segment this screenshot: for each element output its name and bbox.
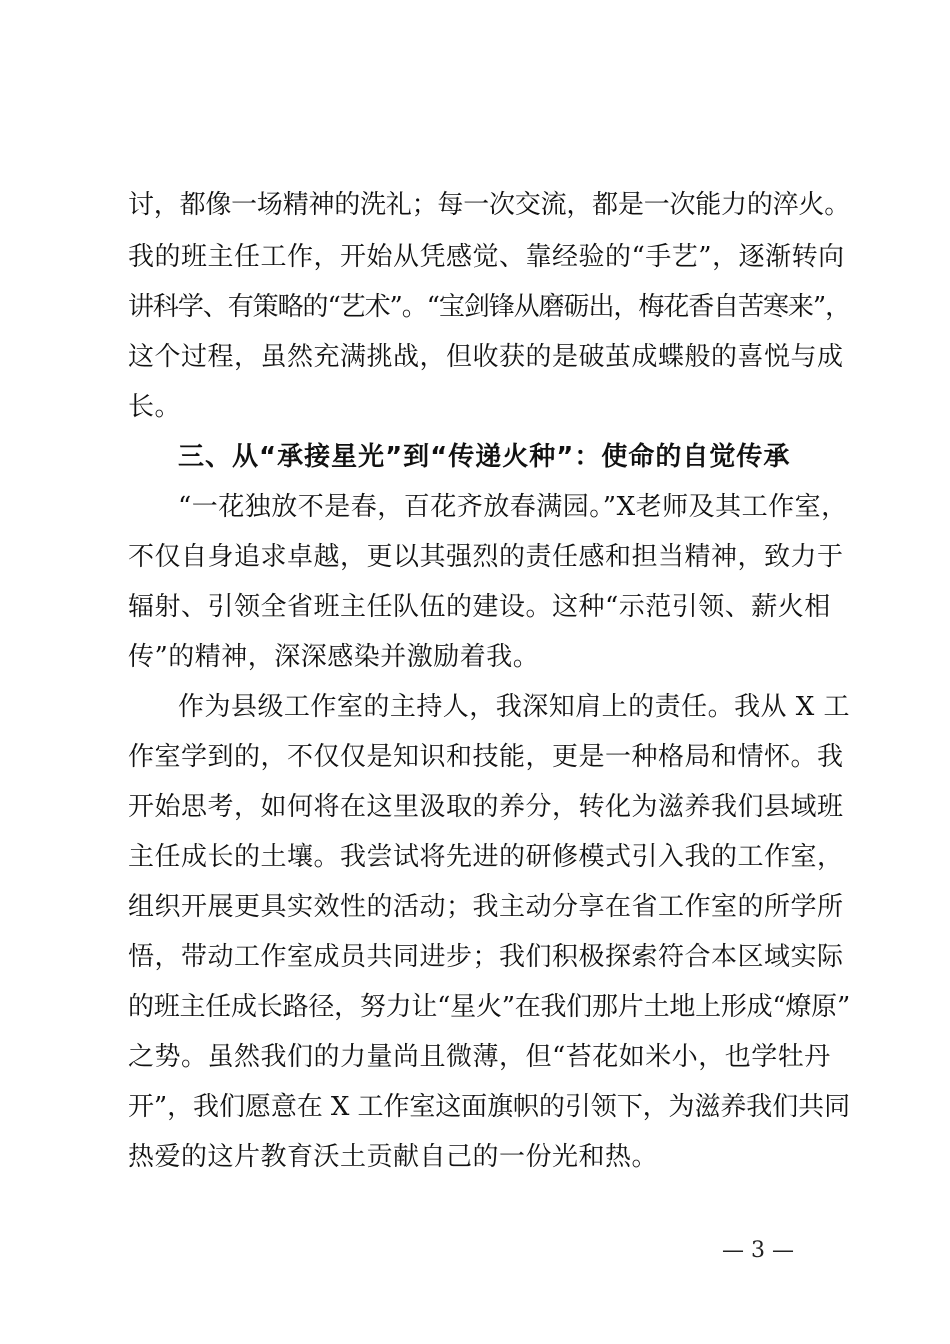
paragraph-1-line-5: 长。 <box>128 392 182 422</box>
paragraph-2-line-3: 辐射、引领全省班主任队伍的建设。这种“示范引领、薪火相 <box>128 592 831 622</box>
paragraph-3-line-8: 之势。虽然我们的力量尚且微薄，但“苔花如米小，也学牡丹 <box>128 1042 831 1072</box>
paragraph-3-line-10: 热爱的这片教育沃土贡献自己的一份光和热。 <box>128 1142 659 1172</box>
paragraph-3-line-4: 主任成长的土壤。我尝试将先进的研修模式引入我的工作室， <box>128 842 844 872</box>
paragraph-3-line-7: 的班主任成长路径，努力让“星火”在我们那片土地上形成“燎原” <box>128 992 850 1022</box>
paragraph-1-line-3: 讲科学、有策略的“艺术”。“宝剑锋从磨砺出，梅花香自苦寒来”， <box>128 292 850 322</box>
paragraph-1-line-2: 我的班主任工作，开始从凭感觉、靠经验的“手艺”，逐渐转向 <box>128 242 845 272</box>
paragraph-1-line-1: 讨，都像一场精神的洗礼；每一次交流，都是一次能力的淬火。 <box>128 190 850 220</box>
paragraph-1-line-4: 这个过程，虽然充满挑战，但收获的是破茧成蝶般的喜悦与成 <box>128 342 844 372</box>
paragraph-3-line-2: 作室学到的，不仅仅是知识和技能，更是一种格局和情怀。我 <box>128 742 844 772</box>
page-number: — 3 — <box>722 1238 794 1263</box>
paragraph-3-line-3: 开始思考，如何将在这里汲取的养分，转化为滋养我们县域班 <box>128 792 844 822</box>
paragraph-2-line-2: 不仅自身追求卓越，更以其强烈的责任感和担当精神，致力于 <box>128 542 844 572</box>
section-heading: 三、从“承接星光”到“传递火种”：使命的自觉传承 <box>178 442 791 472</box>
paragraph-3-line-6: 悟，带动工作室成员共同进步；我们积极探索符合本区域实际 <box>128 942 844 972</box>
paragraph-3-line-1: 作为县级工作室的主持人，我深知肩上的责任。我从 X 工 <box>178 692 850 722</box>
paragraph-2-line-1: “一花独放不是春，百花齐放春满园。”X老师及其工作室， <box>178 492 848 522</box>
paragraph-3-line-5: 组织开展更具实效性的活动；我主动分享在省工作室的所学所 <box>128 892 844 922</box>
paragraph-3-line-9: 开”，我们愿意在 X 工作室这面旗帜的引领下，为滋养我们共同 <box>128 1092 850 1122</box>
paragraph-2-line-4: 传”的精神，深深感染并激励着我。 <box>128 642 540 672</box>
